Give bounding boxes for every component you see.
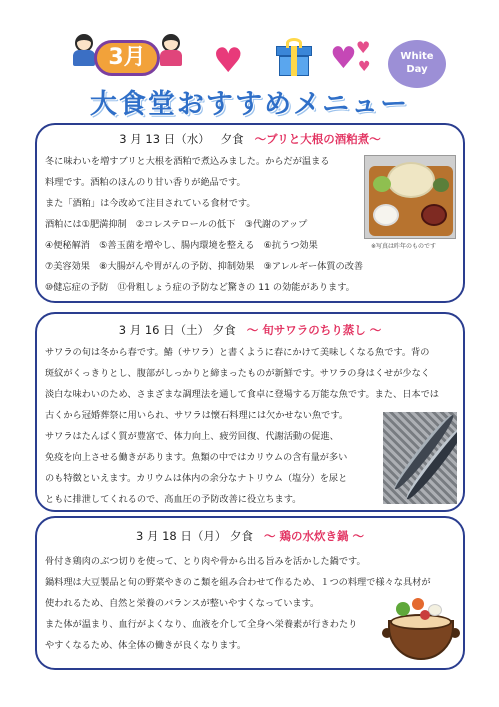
menu-dish: ～ 旬サワラのちり蒸し ～ <box>246 323 382 337</box>
menu-heading <box>37 131 463 147</box>
description-line: サワラはたんぱく質が豊富で、体力向上、疲労回復、代謝活動の促進、 <box>45 431 339 442</box>
menu-meal: 夕食 <box>212 323 236 337</box>
menu-dish: ～ 鶏の水炊き鍋 ～ <box>264 529 365 543</box>
description-line: 骨付き鶏肉のぶつ切りを使って、とり肉や骨から出る旨みを活かした鍋です。 <box>45 556 366 567</box>
description-line: 酒粕には①肥満抑制 ②コレステロールの低下 ③代謝のアップ <box>45 219 308 230</box>
description-line: ⑦美容効果 ⑧大腸がんや胃がんの予防、抑制効果 ⑨アレルギー体質の改善 <box>45 261 364 272</box>
gift-box-icon <box>276 38 312 76</box>
description-line: 使われるため、自然と栄養のバランスが整いやすくなっています。 <box>45 598 320 609</box>
header <box>0 0 499 122</box>
description-line: 鍋料理は大豆製品と旬の野菜やきのこ類を組み合わせて作るため、１つの料理で様々な具材が <box>45 577 431 588</box>
description-line: 免疫を向上させる働きがあります。魚類の中ではカリウムの含有量が多い <box>45 452 348 463</box>
hina-doll-male-icon <box>73 34 95 70</box>
white-day-line1: White <box>400 51 434 62</box>
description-line: のも特徴といえます。カリウムは体内の余分なナトリウム（塩分）を尿と <box>45 473 348 484</box>
menu-description <box>45 551 431 656</box>
description-line: ⑩健忘症の予防 ⑪骨粗しょう症の予防など驚きの 11 の効能があります。 <box>45 282 355 293</box>
description-line: 淡白な味わいのため、さまざまな調理法を通して食卓に登場する万能な魚です。また、日本では <box>45 389 439 400</box>
description-line: やすくなるため、体全体の働きが良くなります。 <box>45 640 247 651</box>
menu-date: 3 月 18 日（月） <box>135 529 227 543</box>
menu-card-mar16 <box>35 312 465 512</box>
description-line: 冬に味わいを増すブリと大根を酒粕で煮込みました。からだが温まる <box>45 156 330 167</box>
description-line: また体が温まり、血行がよくなり、血液を介して全身へ栄養素が行きわたり <box>45 619 358 630</box>
menu-description <box>45 151 363 298</box>
menu-meal: 夕食 <box>230 529 254 543</box>
page-title: 大食堂おすすめメニュー <box>89 89 410 120</box>
small-heart-icon: ♥ <box>358 59 371 75</box>
description-line: 斑紋がくっきりとし、腹部がしっかりと締まったものが新鮮です。サワラの身はくせが少なく <box>45 368 430 379</box>
menu-card-mar18 <box>35 516 465 670</box>
menu-card-mar13 <box>35 123 465 303</box>
sawara-fish-photo <box>383 412 457 504</box>
month-badge: 3月 <box>94 40 160 76</box>
menu-date: 3 月 16 日（土） <box>118 323 210 337</box>
menu-description <box>45 342 439 510</box>
menu-heading <box>37 528 463 544</box>
menu-meal: 夕食 <box>220 132 244 146</box>
description-line: また「酒粕」は今改めて注目されている食材です。 <box>45 198 256 209</box>
description-line: ともに排泄してくれるので、高血圧の予防改善に役立ちます。 <box>45 494 302 505</box>
description-line: ④便秘解消 ⑤善玉菌を増やし、腸内環境を整える ⑥抗うつ効果 <box>45 240 318 251</box>
description-line: サワラの旬は冬から春です。鰆（サワラ）と書くように春にかけて美味しくなる魚です。背の <box>45 347 430 358</box>
heart-icon: ♥ <box>213 41 244 81</box>
small-heart-icon: ♥ <box>356 38 371 57</box>
white-day-line2: Day <box>406 64 428 75</box>
menu-date: 3 月 13 日（水） <box>119 132 210 146</box>
meal-tray-photo <box>364 155 456 239</box>
description-line: 料理です。酒粕のほんのり甘い香りが絶品です。 <box>45 177 246 188</box>
description-line: 古くから冠婚葬祭に用いられ、サワラは懐石料理には欠かせない魚です。 <box>45 410 349 421</box>
hina-doll-female-icon <box>160 34 182 70</box>
menu-dish: ～ブリと大根の酒粕煮～ <box>254 132 381 146</box>
white-day-badge <box>388 40 446 88</box>
photo-caption: ※写真は昨年のものです <box>371 243 437 250</box>
hot-pot-illustration <box>382 590 460 664</box>
heart-icon: ♥ <box>330 41 357 76</box>
menu-heading <box>37 322 463 338</box>
